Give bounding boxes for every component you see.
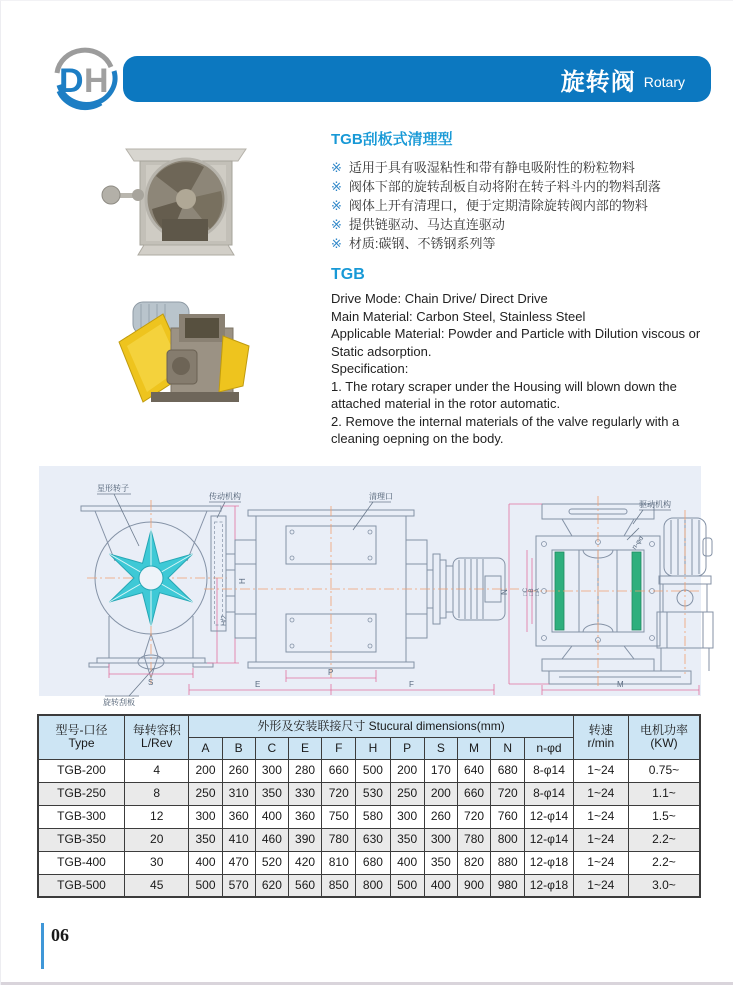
banner-title-cn: 旋转阀 (560, 68, 636, 96)
banner-title-en: Rotary (643, 74, 685, 90)
dim-column-header: F (322, 737, 356, 759)
value-cell: 580 (356, 805, 390, 828)
value-cell: 350 (424, 851, 457, 874)
feature-bullet-list (331, 158, 715, 253)
value-cell: 750 (322, 805, 356, 828)
value-cell: 350 (390, 828, 424, 851)
model-cell: TGB-200 (38, 759, 125, 782)
dim-c-label: □C (523, 588, 529, 596)
value-cell: 200 (390, 759, 424, 782)
value-cell: 500 (390, 874, 424, 897)
bullet-text: 阀体下部的旋转刮板自动将附在转子料斗内的物料刮落 (348, 179, 661, 194)
value-cell: 800 (356, 874, 390, 897)
value-cell: 300 (390, 805, 424, 828)
dim-column-header: H (356, 737, 390, 759)
dim-nphid-label: n-φd (631, 535, 646, 552)
section-title-cn: TGB刮板式清理型 (331, 131, 453, 148)
value-cell: 400 (189, 851, 222, 874)
value-cell: 500 (356, 759, 390, 782)
bullet-text: 材质:碳钢、不锈钢系列等 (348, 236, 496, 251)
feature-bullet (331, 234, 715, 253)
value-cell: 1~24 (573, 782, 628, 805)
value-cell: 0.75~ (628, 759, 700, 782)
feature-bullet (331, 215, 715, 234)
model-cell: TGB-300 (38, 805, 125, 828)
model-cell: TGB-250 (38, 782, 125, 805)
english-spec-line: 1. The rotary scraper under the Housing will blown down the attached material in the rotor automatic. (331, 378, 677, 411)
value-cell: 500 (189, 874, 222, 897)
value-cell: 30 (125, 851, 189, 874)
value-cell: 200 (424, 782, 457, 805)
value-cell: 660 (322, 759, 356, 782)
dim-n-label: N (500, 589, 509, 595)
dim-p-label: P (328, 668, 334, 677)
dim-f-label: F (409, 680, 414, 689)
model-cell: TGB-400 (38, 851, 125, 874)
value-cell: 12-φ14 (525, 828, 573, 851)
value-cell: 12-φ18 (525, 851, 573, 874)
value-cell: 330 (288, 782, 321, 805)
value-cell: 530 (356, 782, 390, 805)
value-cell: 1.1~ (628, 782, 700, 805)
table-row (38, 828, 700, 851)
technical-drawing-panel (39, 466, 701, 707)
dim-column-header: E (288, 737, 321, 759)
dim-m-label: M (617, 680, 624, 689)
dim-b-label: □B (529, 588, 535, 596)
bullet-marker: ※ (331, 198, 342, 213)
logo-letter-h: H (84, 62, 109, 100)
value-cell: 400 (390, 851, 424, 874)
english-spec-line: Drive Mode: Chain Drive/ Direct Drive (331, 291, 548, 306)
value-cell: 390 (288, 828, 321, 851)
bullet-text: 适用于具有吸湿粘性和带有静电吸附性的粉粒物料 (348, 160, 635, 175)
col-header-type: 型号-口径 Type (38, 715, 125, 759)
value-cell: 810 (322, 851, 356, 874)
value-cell: 1.5~ (628, 805, 700, 828)
value-cell: 1~24 (573, 759, 628, 782)
value-cell: 310 (222, 782, 255, 805)
value-cell: 800 (491, 828, 525, 851)
value-cell: 720 (491, 782, 525, 805)
col-header-speed: 转速 r/min (573, 715, 628, 759)
col-header-volume: 每转容积 L/Rev (125, 715, 189, 759)
dim-e-label: E (255, 680, 261, 689)
bullet-text: 提供链驱动、马达直连驱动 (348, 217, 505, 232)
english-spec-text (331, 290, 715, 448)
product-photo-stainless-valve (101, 141, 251, 268)
value-cell: 620 (255, 874, 288, 897)
feature-bullet (331, 196, 715, 215)
scraper-callout-label: 旋转刮板 (103, 698, 135, 707)
dim-h2-label: H/2 (221, 615, 228, 626)
dim-column-header: S (424, 737, 457, 759)
value-cell: 360 (288, 805, 321, 828)
page-number-bar (41, 923, 44, 969)
value-cell: 1~24 (573, 874, 628, 897)
value-cell: 680 (356, 851, 390, 874)
dim-s-label: S (148, 678, 154, 687)
value-cell: 760 (491, 805, 525, 828)
value-cell: 1~24 (573, 828, 628, 851)
page-number: 06 (51, 925, 69, 945)
drive-callout-label: 传动机构 (209, 492, 241, 501)
value-cell: 780 (322, 828, 356, 851)
value-cell: 12-φ14 (525, 805, 573, 828)
bullet-marker: ※ (331, 160, 342, 175)
table-row (38, 851, 700, 874)
col-header-power: 电机功率 (KW) (628, 715, 700, 759)
value-cell: 260 (424, 805, 457, 828)
value-cell: 720 (322, 782, 356, 805)
bullet-marker: ※ (331, 217, 342, 232)
bullet-marker: ※ (331, 179, 342, 194)
dim-column-header: N (491, 737, 525, 759)
value-cell: 8 (125, 782, 189, 805)
value-cell: 350 (189, 828, 222, 851)
value-cell: 1~24 (573, 805, 628, 828)
section-banner (123, 56, 711, 102)
motor-callout-label: 驱动机构 (639, 500, 671, 509)
value-cell: 780 (457, 828, 490, 851)
value-cell: 200 (189, 759, 222, 782)
dim-column-header: M (457, 737, 490, 759)
dh-logo-graphic (49, 45, 121, 111)
value-cell: 350 (255, 782, 288, 805)
value-cell: 45 (125, 874, 189, 897)
feature-bullet (331, 158, 715, 177)
value-cell: 850 (322, 874, 356, 897)
bullet-text: 阀体上开有清理口，便于定期清除旋转阀内部的物料 (348, 198, 648, 213)
value-cell: 260 (222, 759, 255, 782)
value-cell: 820 (457, 851, 490, 874)
feature-bullet (331, 177, 715, 196)
value-cell: 520 (255, 851, 288, 874)
col-header-dimensions: 外形及安装联接尺寸 Stucural dimensions(mm) (189, 715, 573, 737)
rotor-callout-label: 星形转子 (97, 484, 129, 493)
model-cell: TGB-350 (38, 828, 125, 851)
value-cell: 1~24 (573, 851, 628, 874)
value-cell: 720 (457, 805, 490, 828)
value-cell: 410 (222, 828, 255, 851)
value-cell: 630 (356, 828, 390, 851)
value-cell: 900 (457, 874, 490, 897)
bullet-marker: ※ (331, 236, 342, 251)
dim-column-header: P (390, 737, 424, 759)
english-spec-line: Main Material: Carbon Steel, Stainless Steel (331, 308, 586, 324)
technical-drawing (39, 466, 701, 707)
value-cell: 8-φ14 (525, 759, 573, 782)
value-cell: 980 (491, 874, 525, 897)
value-cell: 300 (255, 759, 288, 782)
value-cell: 250 (390, 782, 424, 805)
intro-text-column (331, 128, 715, 448)
value-cell: 12 (125, 805, 189, 828)
dim-column-header: C (255, 737, 288, 759)
table-row (38, 782, 700, 805)
logo-letter-d: D (59, 62, 84, 100)
product-photo-yellow-valve (111, 294, 261, 419)
dh-logo (49, 45, 121, 111)
dimension-spec-table (37, 714, 701, 898)
value-cell: 170 (424, 759, 457, 782)
value-cell: 12-φ18 (525, 874, 573, 897)
value-cell: 300 (424, 828, 457, 851)
value-cell: 400 (255, 805, 288, 828)
value-cell: 660 (457, 782, 490, 805)
dim-h-label: H (238, 578, 247, 584)
english-spec-line: Specification: (331, 361, 409, 376)
value-cell: 280 (288, 759, 321, 782)
value-cell: 8-φ14 (525, 782, 573, 805)
value-cell: 400 (424, 874, 457, 897)
clean-callout-label: 清理口 (369, 492, 393, 501)
dim-a-label: □A (535, 588, 541, 596)
dim-column-header: A (189, 737, 222, 759)
value-cell: 570 (222, 874, 255, 897)
table-row (38, 759, 700, 782)
value-cell: 250 (189, 782, 222, 805)
english-spec-line: 2. Remove the internal materials of the valve regularly with a cleaning oepning on the body. (331, 413, 680, 446)
value-cell: 420 (288, 851, 321, 874)
dim-column-header: B (222, 737, 255, 759)
table-row (38, 874, 700, 897)
english-spec-line: Applicable Material: Powder and Particle with Dilution viscous or Static adsorption. (331, 326, 701, 359)
value-cell: 880 (491, 851, 525, 874)
value-cell: 2.2~ (628, 828, 700, 851)
table-row (38, 805, 700, 828)
value-cell: 560 (288, 874, 321, 897)
value-cell: 470 (222, 851, 255, 874)
value-cell: 3.0~ (628, 874, 700, 897)
value-cell: 2.2~ (628, 851, 700, 874)
value-cell: 4 (125, 759, 189, 782)
value-cell: 460 (255, 828, 288, 851)
value-cell: 680 (491, 759, 525, 782)
model-cell: TGB-500 (38, 874, 125, 897)
value-cell: 20 (125, 828, 189, 851)
value-cell: 640 (457, 759, 490, 782)
value-cell: 300 (189, 805, 222, 828)
model-title: TGB (331, 266, 365, 283)
dim-column-header: n-φd (525, 737, 573, 759)
value-cell: 360 (222, 805, 255, 828)
